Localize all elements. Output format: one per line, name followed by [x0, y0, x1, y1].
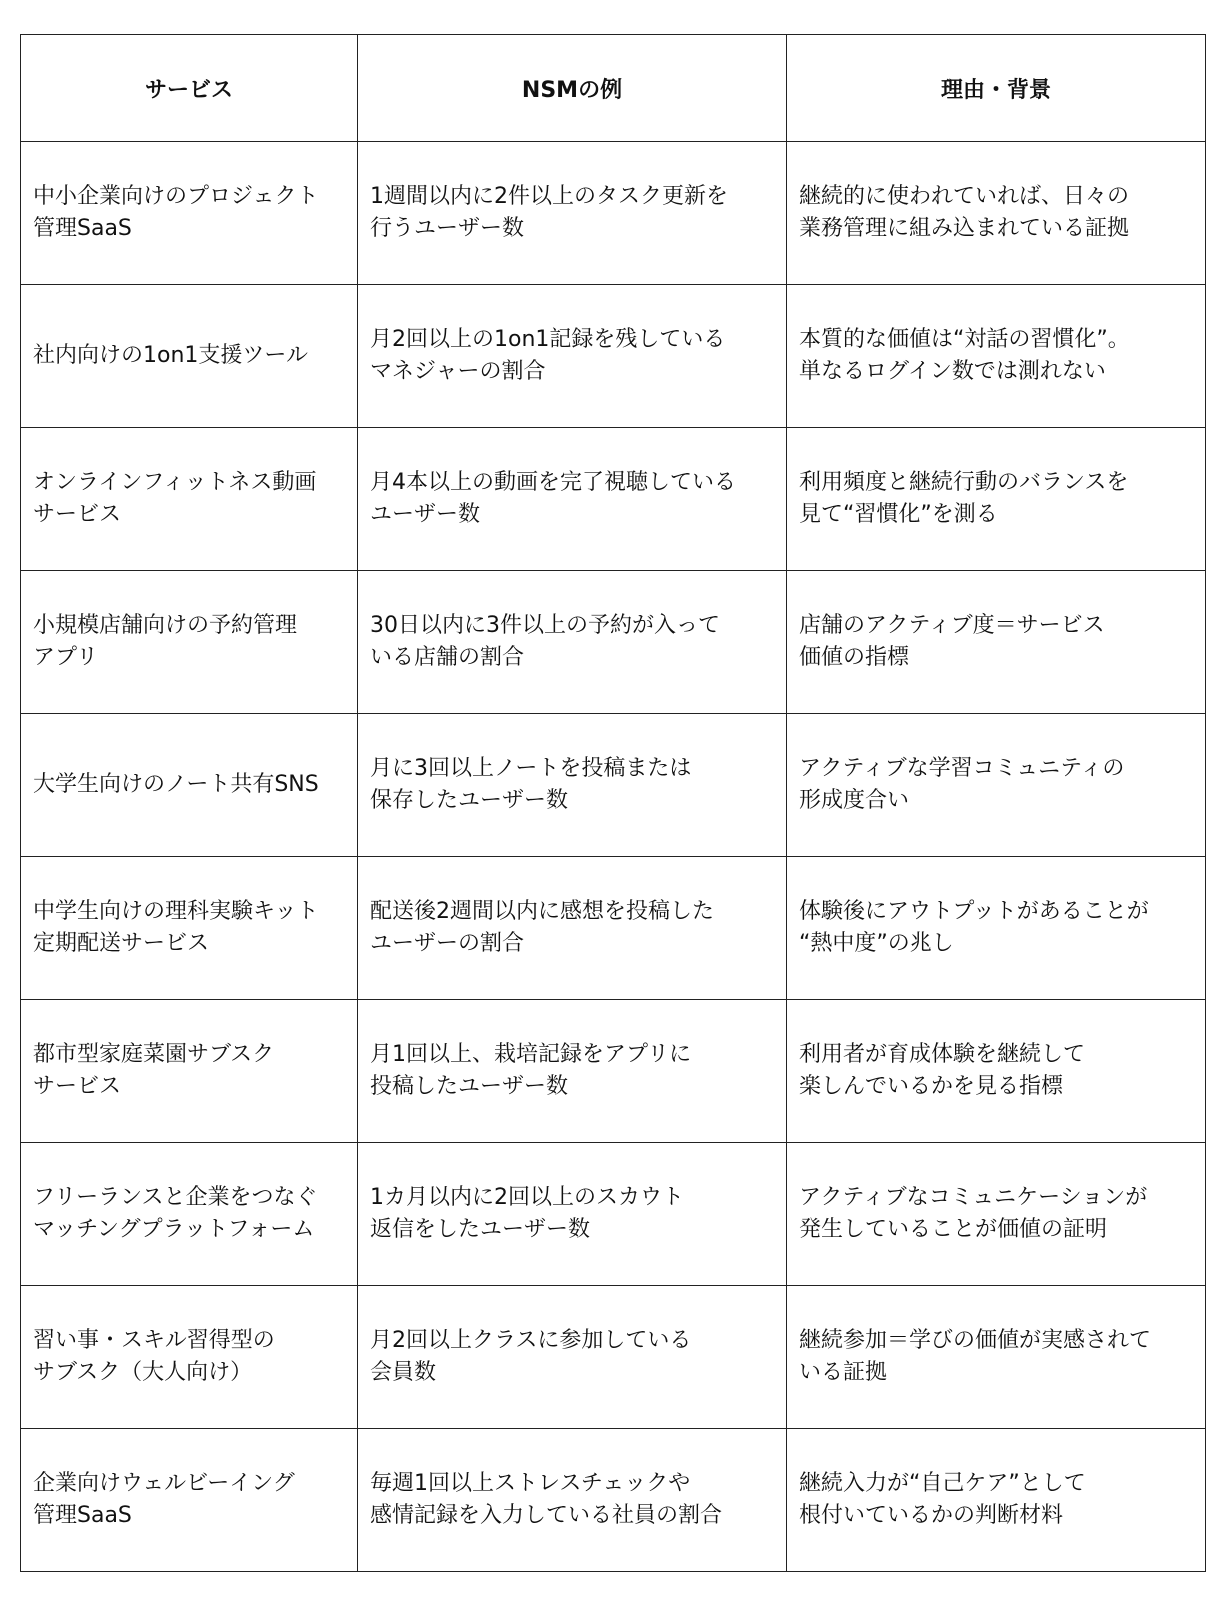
cell-nsm — [358, 1000, 787, 1143]
service-text: 社内向けの1on1支援ツール — [33, 343, 308, 368]
cell-nsm — [358, 571, 787, 714]
table-row — [21, 428, 1206, 571]
cell-service — [21, 1286, 358, 1429]
header-row — [21, 35, 1206, 142]
reason-text: アクティブなコミュニケーションが 発生していることが価値の証明 — [799, 1185, 1148, 1242]
nsm-text: 月に3回以上ノートを投稿または 保存したユーザー数 — [370, 756, 692, 813]
table-row — [21, 857, 1206, 1000]
service-text: 大学生向けのノート共有SNS — [33, 772, 319, 797]
service-text: 企業向けウェルビーイング 管理SaaS — [33, 1471, 295, 1528]
header-nsm-example: NSMの例 — [358, 35, 787, 142]
reason-text: 本質的な価値は“対話の習慣化”。 単なるログイン数では測れない — [799, 327, 1130, 384]
reason-text: 体験後にアウトプットがあることが “熱中度”の兆し — [799, 899, 1149, 956]
nsm-text: 月2回以上クラスに参加している 会員数 — [370, 1328, 692, 1385]
cell-service — [21, 142, 358, 285]
table-row — [21, 285, 1206, 428]
nsm-text: 月4本以上の動画を完了視聴している ユーザー数 — [370, 470, 736, 527]
service-text: 小規模店舗向けの予約管理 アプリ — [33, 613, 298, 670]
service-text: 習い事・スキル習得型の サブスク（大人向け） — [33, 1328, 275, 1385]
cell-reason — [787, 571, 1206, 714]
nsm-text: 1カ月以内に2回以上のスカウト 返信をしたユーザー数 — [370, 1185, 684, 1242]
cell-reason — [787, 428, 1206, 571]
cell-reason — [787, 1000, 1206, 1143]
table-row — [21, 1429, 1206, 1572]
cell-service — [21, 714, 358, 857]
reason-text: 店舗のアクティブ度＝サービス 価値の指標 — [799, 613, 1105, 670]
cell-nsm — [358, 428, 787, 571]
table-header — [21, 35, 1206, 142]
cell-reason — [787, 1429, 1206, 1572]
table-row — [21, 142, 1206, 285]
table-row — [21, 714, 1206, 857]
nsm-text: 1週間以内に2件以上のタスク更新を 行うユーザー数 — [370, 184, 728, 241]
header-reason: 理由・背景 — [787, 35, 1206, 142]
reason-text: 継続的に使われていれば、日々の 業務管理に組み込まれている証拠 — [799, 184, 1130, 241]
cell-service — [21, 1143, 358, 1286]
cell-reason — [787, 857, 1206, 1000]
service-text: 中学生向けの理科実験キット 定期配送サービス — [33, 899, 319, 956]
cell-nsm — [358, 1143, 787, 1286]
cell-service — [21, 428, 358, 571]
service-text: フリーランスと企業をつなぐ マッチングプラットフォーム — [33, 1185, 318, 1242]
reason-text: 継続入力が“自己ケア”として 根付いているかの判断材料 — [799, 1471, 1086, 1528]
reason-text: アクティブな学習コミュニティの 形成度合い — [799, 756, 1125, 813]
nsm-text: 毎週1回以上ストレスチェックや 感情記録を入力している社員の割合 — [370, 1471, 723, 1528]
cell-reason — [787, 1286, 1206, 1429]
table-row — [21, 1286, 1206, 1429]
table-body — [21, 142, 1206, 1572]
cell-service — [21, 285, 358, 428]
cell-reason — [787, 1143, 1206, 1286]
cell-reason — [787, 285, 1206, 428]
cell-reason — [787, 142, 1206, 285]
cell-nsm — [358, 1429, 787, 1572]
nsm-text: 月1回以上、栽培記録をアプリに 投稿したユーザー数 — [370, 1042, 692, 1099]
reason-text: 利用者が育成体験を継続して 楽しんでいるかを見る指標 — [799, 1042, 1086, 1099]
table-row — [21, 571, 1206, 714]
cell-nsm — [358, 285, 787, 428]
cell-service — [21, 1429, 358, 1572]
nsm-examples-table — [20, 34, 1206, 1572]
service-text: オンラインフィットネス動画 サービス — [33, 470, 317, 527]
cell-service — [21, 857, 358, 1000]
service-text: 中小企業向けのプロジェクト 管理SaaS — [33, 184, 319, 241]
nsm-text: 30日以内に3件以上の予約が入って いる店舗の割合 — [370, 613, 720, 670]
service-text: 都市型家庭菜園サブスク サービス — [33, 1042, 275, 1099]
cell-nsm — [358, 1286, 787, 1429]
cell-nsm — [358, 714, 787, 857]
cell-nsm — [358, 142, 787, 285]
cell-reason — [787, 714, 1206, 857]
cell-service — [21, 571, 358, 714]
header-service: サービス — [21, 35, 358, 142]
reason-text: 継続参加＝学びの価値が実感されて いる証拠 — [799, 1328, 1152, 1385]
table-row — [21, 1143, 1206, 1286]
cell-service — [21, 1000, 358, 1143]
table-row — [21, 1000, 1206, 1143]
reason-text: 利用頻度と継続行動のバランスを 見て“習慣化”を測る — [799, 470, 1129, 527]
nsm-text: 月2回以上の1on1記録を残している マネジャーの割合 — [370, 327, 726, 384]
cell-nsm — [358, 857, 787, 1000]
nsm-text: 配送後2週間以内に感想を投稿した ユーザーの割合 — [370, 899, 714, 956]
